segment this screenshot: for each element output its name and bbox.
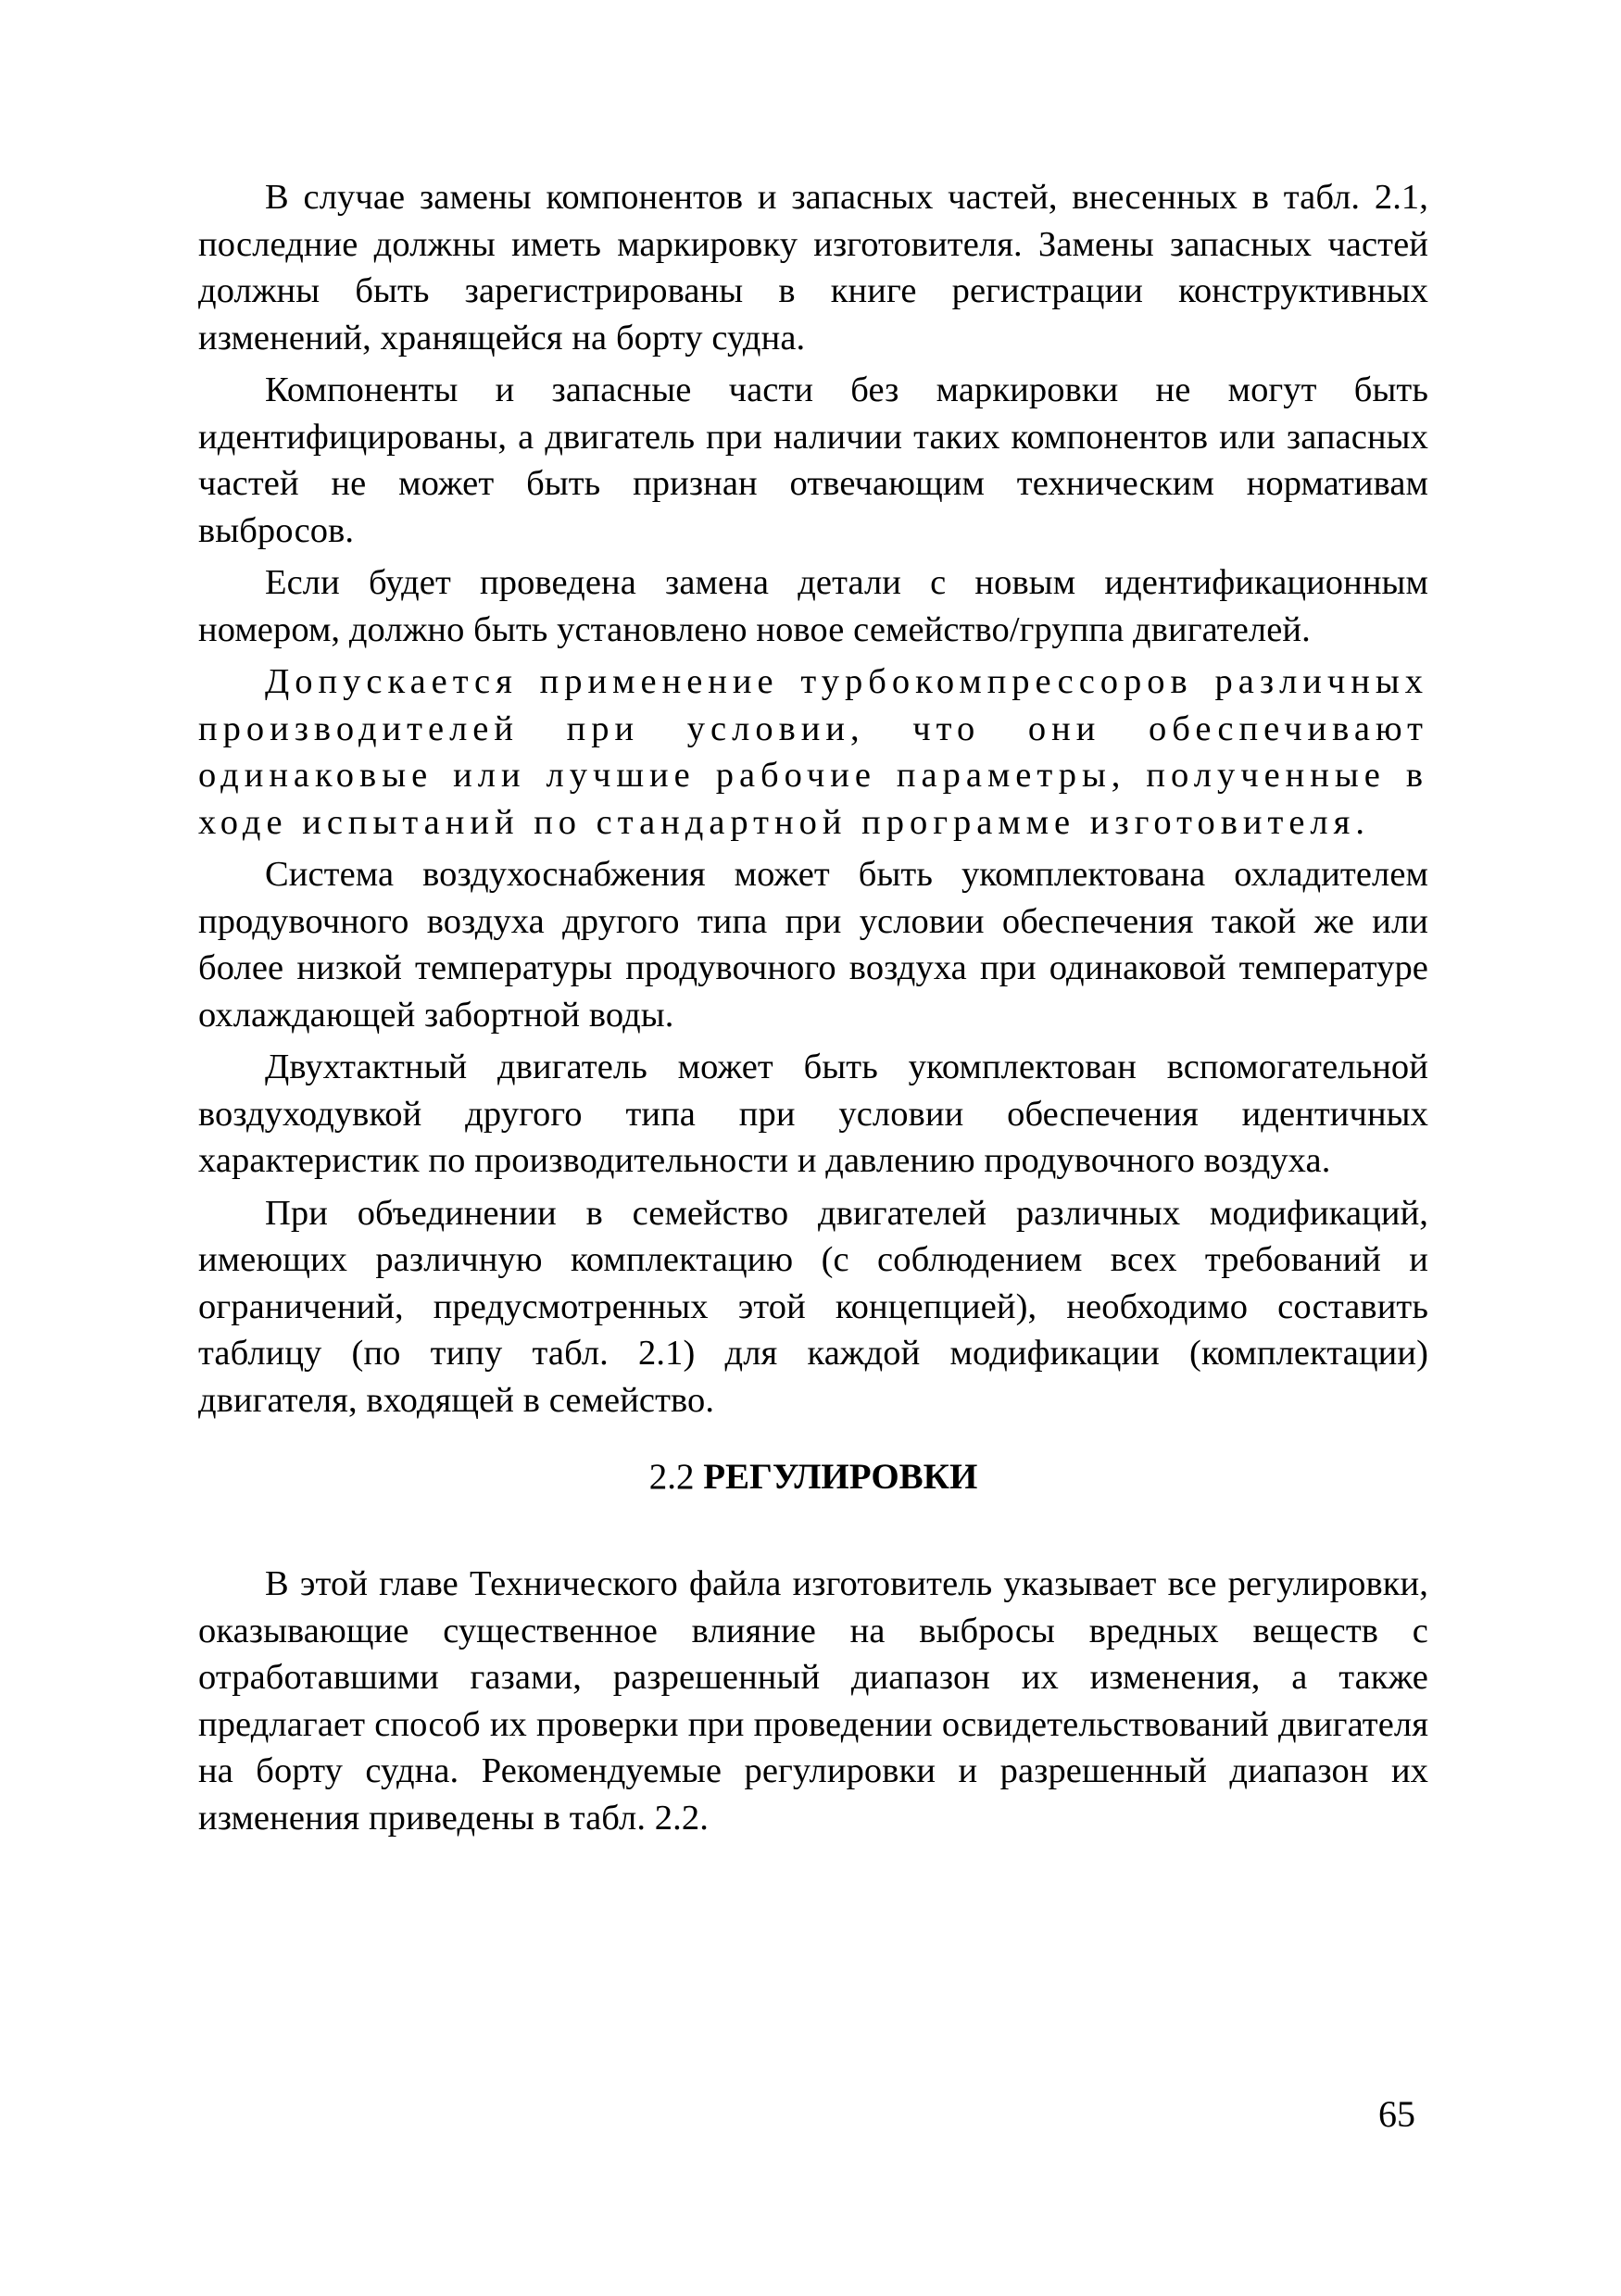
paragraph-turbochargers: Допускается применение турбокомпрессоров различных производителей при условии, что они обеспечивают одинаковые или лучшие рабочие параметры, полученные в ходе испытаний по стандартной программе изготовителя. xyxy=(198,662,1428,842)
paragraph-engine-family-modifications: При объединении в семейство двигателей различных модификаций, имеющих различную комплектацию (с соблюдением всех требований и ограничений, предусмотренных этой концепцией), необходимо составить таблицу (по типу табл. 2.1) для каждой модификации (комплектации) двигателя, входящей в семейство. xyxy=(198,1193,1428,1420)
paragraph-new-part-number: Если будет проведена замена детали с новым идентификационным номером, должно быть установлено новое семейство/группа двигателей. xyxy=(198,563,1428,649)
section-number: 2.2 xyxy=(648,1457,695,1497)
paragraph-adjustments: В этой главе Технического файла изготовитель указывает все регулировки, оказывающие существенное влияние на выбросы вредных веществ с отработавшими газами, разрешенный диапазон их изменения, а также предлагает способ их проверки при проведении освидетельствований двигателя на борту судна. Рекомендуемые регулировки и разрешенный диапазон их изменения приведены в табл. 2.2. xyxy=(198,1564,1428,1838)
paragraph-component-replacement: В случае замены компонентов и запасных частей, внесенных в табл. 2.1, последние должны иметь маркировку изготовителя. Замены запасных частей должны быть зарегистрированы в книге регистрации конструктивных изменений, хранящейся на борту судна. xyxy=(198,178,1428,358)
section-heading xyxy=(198,1454,1428,1500)
main-text xyxy=(198,174,1428,1429)
paragraph-two-stroke-blower: Двухтактный двигатель может быть укомплектован вспомогательной воздуходувкой другого типа при условии обеспечения идентичных характеристик по производительности и давлению продувочного воздуха. xyxy=(198,1048,1428,1180)
page-number: 65 xyxy=(1378,2093,1415,2135)
section-title: РЕГУЛИРОВКИ xyxy=(703,1457,978,1497)
paragraph-unmarked-components: Компоненты и запасные части без маркировки не могут быть идентифицированы, а двигатель при наличии таких компонентов или запасных частей не может быть признан отвечающим техническим нормативам выбросов. xyxy=(198,370,1428,550)
paragraph-air-supply-system: Система воздухоснабжения может быть укомплектована охладителем продувочного воздуха другого типа при условии обеспечения такой же или более низкой температуры продувочного воздуха при одинаковой температуре охлаждающей забортной воды. xyxy=(198,855,1428,1035)
section-text xyxy=(198,1561,1428,1847)
